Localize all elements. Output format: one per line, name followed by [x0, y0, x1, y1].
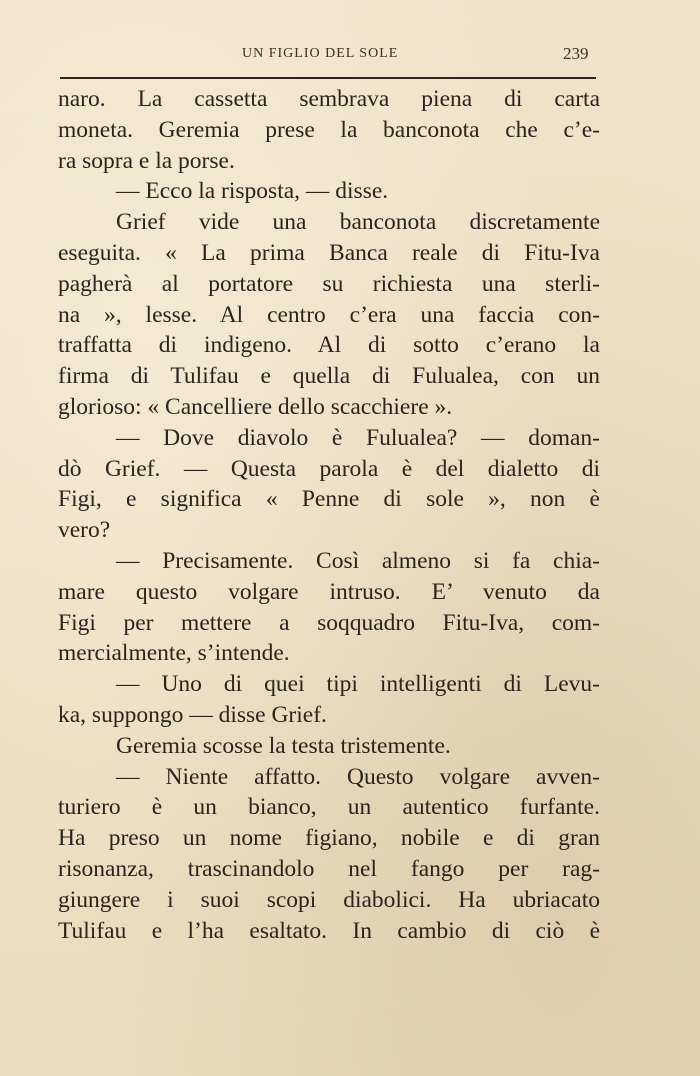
text-line: mercialmente, s’intende.	[58, 640, 290, 667]
text-line: Grief vide una banconota discretamente	[116, 209, 600, 236]
text-line: Geremia scosse la testa tristemente.	[116, 732, 451, 759]
text-line: ra sopra e la porse.	[58, 147, 235, 174]
text-line: glorioso: « Cancelliere dello scacchiere ».	[58, 393, 453, 420]
text-line: — Precisamente. Così almeno si fa chia-	[116, 547, 600, 574]
text-line: — Ecco la risposta, — disse.	[116, 178, 389, 205]
page-header	[0, 46, 700, 70]
text-line: ka, suppongo — disse Grief.	[58, 701, 327, 728]
text-line: traffatta di indigeno. Al di sotto c’erano la	[58, 332, 600, 359]
text-line: na », lesse. Al centro c’era una faccia con-	[58, 301, 600, 328]
text-line: moneta. Geremia prese la banconota che c’e-	[58, 116, 600, 143]
running-title: UN FIGLIO DEL SOLE	[242, 46, 399, 61]
text-line: turiero è un bianco, un autentico furfante.	[58, 794, 600, 821]
text-line: firma di Tulifau e quella di Fulualea, con un	[58, 363, 600, 390]
body-text	[58, 84, 600, 946]
text-line: pagherà al portatore su richiesta una sterli-	[58, 270, 600, 297]
text-line: Tulifau e l’ha esaltato. In cambio di ciò è	[58, 917, 600, 944]
page-number: 239	[563, 44, 589, 63]
text-line: giungere i suoi scopi diabolici. Ha ubriacato	[58, 886, 600, 913]
text-line: vero?	[58, 517, 111, 544]
text-line: Figi per mettere a soqquadro Fitu-Iva, com-	[58, 609, 600, 636]
text-line: Figi, e significa « Penne di sole », non è	[58, 486, 600, 513]
text-line: — Niente affatto. Questo volgare avven-	[116, 763, 600, 790]
text-line: — Dove diavolo è Fulualea? — doman-	[116, 424, 600, 451]
text-line: — Uno di quei tipi intelligenti di Levu-	[116, 671, 600, 698]
text-line: risonanza, trascinandolo nel fango per rag-	[58, 855, 600, 882]
text-line: Ha preso un nome figiano, nobile e di gran	[58, 825, 600, 852]
header-rule	[60, 77, 596, 79]
text-line: naro. La cassetta sembrava piena di carta	[58, 86, 600, 112]
text-line: mare questo volgare intruso. E’ venuto da	[58, 578, 600, 605]
text-line: dò Grief. — Questa parola è del dialetto di	[58, 455, 600, 482]
text-line: eseguita. « La prima Banca reale di Fitu-Iva	[58, 239, 600, 266]
